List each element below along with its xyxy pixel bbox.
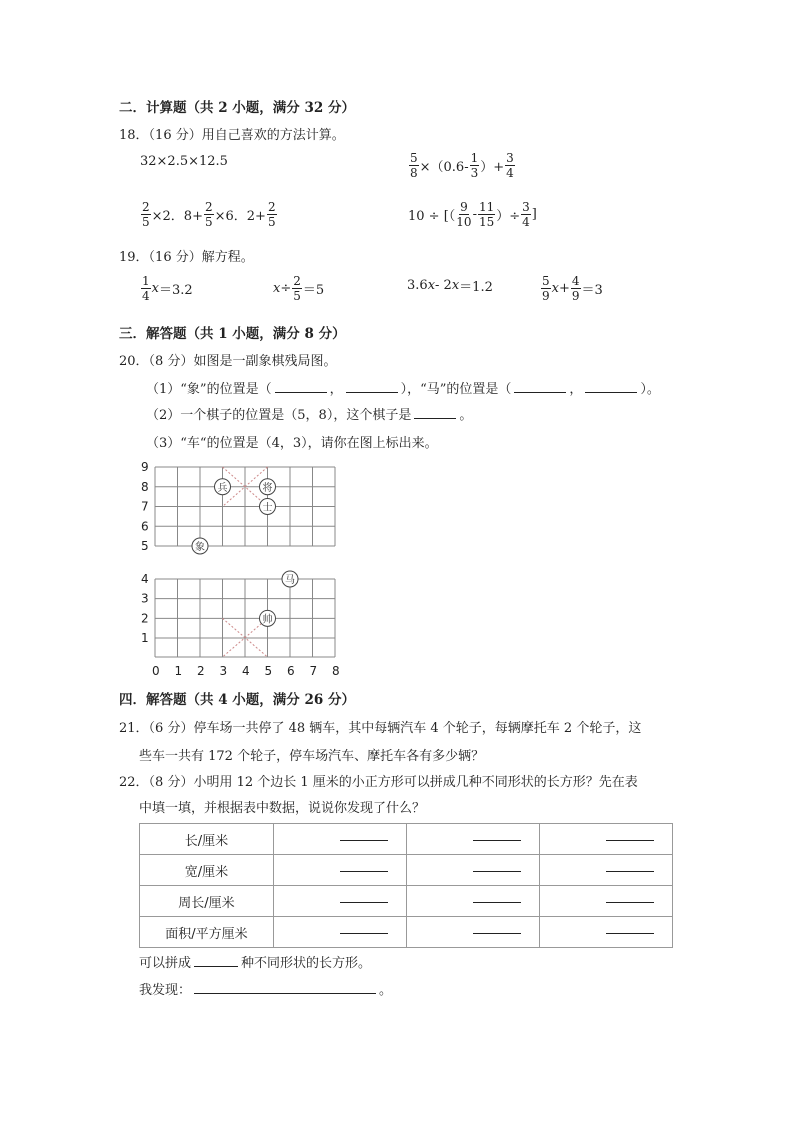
- q22-line-1: 22．（8 分）小明用 12 个边长 1 厘米的小正方形可以拼成几种不同形状的长方形？先在表: [119, 775, 638, 790]
- x-axis-label: 6: [287, 664, 295, 678]
- q19-eq-3: 3.6 x - 2 x ＝1.2: [407, 278, 493, 295]
- y-axis-label: 9: [141, 460, 149, 474]
- section-3-title: 三．解答题（共 1 小题，满分 8 分）: [119, 326, 346, 342]
- blank-cell[interactable]: [407, 855, 540, 886]
- q18-expr-1: 32×2.5×12.5: [140, 154, 228, 169]
- blank-cell[interactable]: [274, 855, 407, 886]
- q20-sub-1: （1）“象”的位置是（ ， ），“马”的位置是（ ， ）。: [146, 382, 660, 397]
- q22-after-1: 可以拼成 种不同形状的长方形。: [139, 956, 372, 971]
- x-axis-label: 8: [332, 664, 340, 678]
- table-row: [140, 917, 673, 948]
- row-header: 长/厘米: [140, 824, 274, 855]
- q22-line-2: 中填一填，并根据表中数据，说说你发现了什么？: [139, 801, 426, 816]
- y-axis-label: 4: [141, 572, 149, 586]
- table-row: [140, 855, 673, 886]
- blank-cell[interactable]: [407, 824, 540, 855]
- chess-board: [138, 458, 338, 680]
- y-axis-label: 1: [141, 631, 149, 646]
- table-row: [140, 886, 673, 917]
- row-header: 宽/厘米: [140, 855, 274, 886]
- x-axis-label: 5: [264, 664, 273, 678]
- section-2-title: 二．计算题（共 2 小题，满分 32 分）: [119, 100, 355, 116]
- x-axis-label: 3: [219, 664, 228, 678]
- blank-cell[interactable]: [274, 917, 407, 948]
- blank-cell[interactable]: [540, 855, 673, 886]
- row-header: 面积/平方厘米: [140, 917, 274, 948]
- section-4-title: 四．解答题（共 4 小题，满分 26 分）: [119, 692, 355, 708]
- x-axis-label: 4: [242, 664, 250, 678]
- q19-eq-2: x ÷ $\frac{2}{5}$ ＝5: [273, 274, 325, 303]
- x-axis-label: 1: [174, 664, 183, 678]
- q18-expr-3: $\frac{2}{5}$ ×2．8+ $\frac{2}{5}$ ×6．2+ $\frac{2}{5}$: [142, 200, 276, 229]
- y-axis-label: 2: [141, 611, 149, 626]
- x-axis-label: 0: [152, 664, 160, 678]
- chess-piece-label: 兵: [217, 482, 228, 494]
- y-axis-label: 5: [141, 539, 149, 553]
- rectangle-table: [139, 823, 673, 948]
- chess-piece-label: 象: [195, 542, 205, 553]
- table-row: [140, 824, 673, 855]
- blank-cell[interactable]: [274, 886, 407, 917]
- y-axis-label: 3: [141, 591, 149, 606]
- q18-expr-4: 10 ÷ [（ $\frac{9}{10}$ - $\frac{11}{15}$ ）÷ $\frac{3}{4}$ ]: [408, 200, 537, 229]
- blank-cell[interactable]: [540, 917, 673, 948]
- chess-piece-label: 将: [262, 482, 273, 494]
- chess-piece-label: 马: [285, 575, 295, 586]
- blank-cell[interactable]: [274, 824, 407, 855]
- q21-line-1: 21．（6 分）停车场一共停了 48 辆车，其中每辆汽车 4 个轮子，每辆摩托车 2 个轮子，这: [119, 721, 642, 736]
- q18-expr-2: $\frac{5}{8}$ ×（0.6- $\frac{1}{3}$ ）+ $\frac{3}{4}$: [410, 151, 514, 180]
- q19-eq-1: $\frac{1}{4}$ x ＝3.2: [142, 274, 193, 303]
- blank-cell[interactable]: [407, 917, 540, 948]
- q20-sub-2: （2）一个棋子的位置是（5，8），这个棋子是 。: [146, 408, 473, 423]
- x-axis-label: 2: [197, 664, 205, 678]
- q18-stem: 18．（16 分）用自己喜欢的方法计算。: [119, 128, 345, 143]
- y-axis-label: 8: [141, 479, 149, 494]
- q20-sub-3: （3）“车“的位置是（4，3），请你在图上标出来。: [146, 436, 438, 451]
- q20-stem: 20．（8 分）如图是一副象棋残局图。: [119, 354, 337, 369]
- q19-eq-4: $\frac{5}{9}$ x + $\frac{4}{9}$ ＝3: [542, 274, 603, 303]
- chess-piece-label: 帅: [262, 614, 273, 626]
- q21-line-2: 些车一共有 172 个轮子，停车场汽车、摩托车各有多少辆？: [139, 749, 485, 764]
- x-axis-label: 7: [309, 664, 318, 678]
- q22-after-2: 我发现： 。: [139, 983, 393, 998]
- y-axis-label: 6: [141, 519, 149, 534]
- blank-cell[interactable]: [540, 886, 673, 917]
- y-axis-label: 7: [141, 499, 149, 514]
- row-header: 周长/厘米: [140, 886, 274, 917]
- blank-cell[interactable]: [407, 886, 540, 917]
- blank-cell[interactable]: [540, 824, 673, 855]
- q19-stem: 19．（16 分）解方程。: [119, 250, 254, 265]
- chess-piece-label: 士: [262, 502, 273, 514]
